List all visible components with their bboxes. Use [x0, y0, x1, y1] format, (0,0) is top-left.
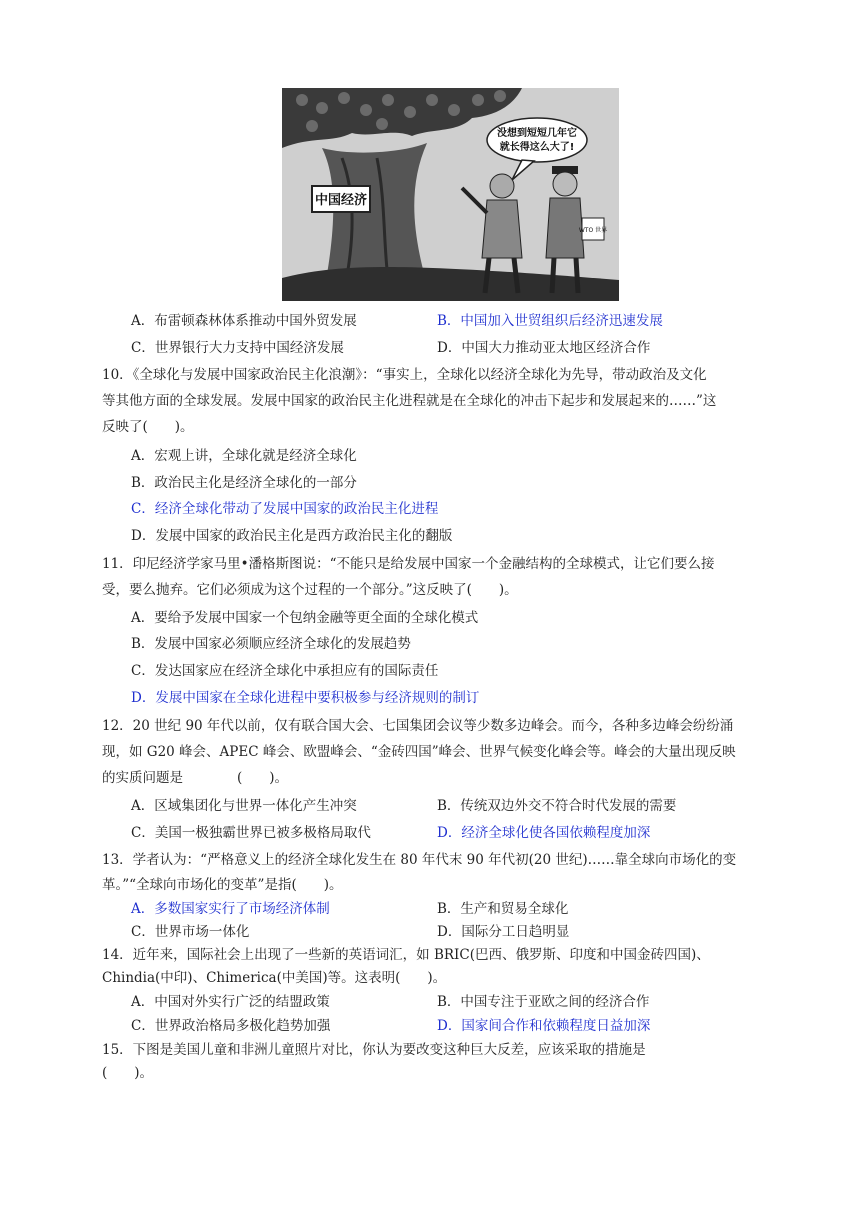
q10-option-b[interactable]: B．政治民主化是经济全球化的一部分	[131, 475, 357, 491]
q12-stem-line-3: 的实质问题是 ( )。	[102, 770, 289, 786]
q11-option-b[interactable]: B．发展中国家必须顺应经济全球化的发展趋势	[131, 636, 411, 652]
q13-option-a[interactable]: A．多数国家实行了市场经济体制	[131, 901, 330, 917]
q12-option-b[interactable]: B．传统双边外交不符合时代发展的需要	[437, 798, 677, 814]
q14-option-b[interactable]: B．中国专注于亚欧之间的经济合作	[437, 994, 650, 1010]
bubble-line-1: 没想到短短几年它	[497, 128, 577, 139]
q12-option-d[interactable]: D．经济全球化使各国依赖程度加深	[437, 825, 651, 841]
q13-stem-line-1: 13．学者认为：“严格意义上的经济全球化发生在 80 年代末 90 年代初(20 世纪)……靠全球向市场化的变	[102, 852, 737, 868]
q12-stem-line-2: 现，如 G20 峰会、APEC 峰会、欧盟峰会、“金砖四国”峰会、世界气候变化峰会等。峰会的大量出现反映	[102, 744, 736, 760]
bubble-line-2: 就长得这么大了!	[499, 142, 575, 153]
q9-option-a[interactable]: A．布雷顿森林体系推动中国外贸发展	[131, 313, 357, 329]
q9-option-b[interactable]: B．中国加入世贸组织后经济迅速发展	[437, 313, 663, 329]
q15-stem-line-2: ( )。	[102, 1065, 154, 1081]
q9-option-d[interactable]: D．中国大力推动亚太地区经济合作	[437, 340, 651, 356]
q11-option-d[interactable]: D．发展中国家在全球化进程中要积极参与经济规则的制订	[131, 690, 480, 706]
q12-option-a[interactable]: A．区域集团化与世界一体化产生冲突	[131, 798, 357, 814]
q14-stem-line-1: 14．近年来，国际社会上出现了一些新的英语词汇，如 BRIC(巴西、俄罗斯、印度和中国金砖四国)、	[102, 947, 710, 963]
bag-text: WTO 世界	[578, 227, 608, 234]
q10-option-d[interactable]: D．发展中国家的政治民主化是西方政治民主化的翻版	[131, 528, 453, 544]
cartoon-image	[282, 88, 619, 301]
q12-option-c[interactable]: C．美国一极独霸世界已被多极格局取代	[131, 825, 371, 841]
q10-stem-line-2: 等其他方面的全球发展。发展中国家的政治民主化进程就是在全球化的冲击下起步和发展起来的……”这	[102, 393, 717, 409]
q11-stem-line-2: 受，要么抛弃。它们必须成为这个过程的一个部分。”这反映了( )。	[102, 582, 518, 598]
q13-stem-line-2: 革。”“全球向市场化的变革”是指( )。	[102, 877, 343, 893]
q11-stem-line-1: 11．印尼经济学家马里•潘格斯图说：“不能只是给发展中国家一个金融结构的全球模式，让它们要么接	[102, 556, 715, 572]
q13-option-d[interactable]: D．国际分工日趋明显	[437, 924, 570, 940]
q10-option-a[interactable]: A．宏观上讲，全球化就是经济全球化	[131, 448, 357, 464]
q9-option-c[interactable]: C．世界银行大力支持中国经济发展	[131, 340, 344, 356]
sign-text: 中国经济	[314, 193, 368, 208]
q15-stem-line-1: 15．下图是美国儿童和非洲儿童照片对比，你认为要改变这种巨大反差，应该采取的措施是	[102, 1042, 646, 1058]
q14-option-d[interactable]: D．国家间合作和依赖程度日益加深	[437, 1018, 651, 1034]
q14-option-c[interactable]: C．世界政治格局多极化趋势加强	[131, 1018, 331, 1034]
q10-stem-line-3: 反映了( )。	[102, 419, 194, 435]
q13-option-b[interactable]: B．生产和贸易全球化	[437, 901, 569, 917]
q13-option-c[interactable]: C．世界市场一体化	[131, 924, 250, 940]
q11-option-c[interactable]: C．发达国家应在经济全球化中承担应有的国际责任	[131, 663, 439, 679]
q11-option-a[interactable]: A．要给予发展中国家一个包纳金融等更全面的全球化模式	[131, 610, 479, 626]
q10-option-c[interactable]: C．经济全球化带动了发展中国家的政治民主化进程	[131, 501, 439, 517]
q14-option-a[interactable]: A．中国对外实行广泛的结盟政策	[131, 994, 330, 1010]
q14-stem-line-2: Chindia(中印)、Chimerica(中美国)等。这表明( )。	[102, 970, 447, 986]
q12-stem-line-1: 12．20 世纪 90 年代以前，仅有联合国大会、七国集团会议等少数多边峰会。而今，各种多边峰会纷纷涌	[102, 718, 734, 734]
q10-stem-line-1: 10．《全球化与发展中国家政治民主化浪潮》：“事实上，全球化以经济全球化为先导，带动政治及文化	[102, 367, 707, 383]
